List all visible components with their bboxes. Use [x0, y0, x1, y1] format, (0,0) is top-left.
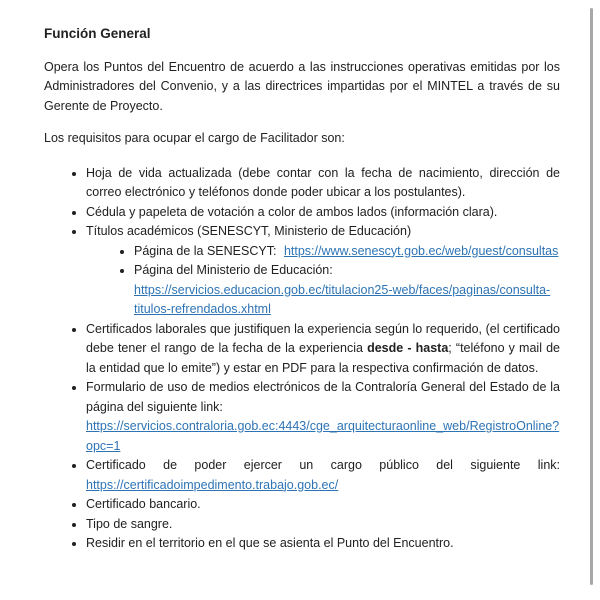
requirements-heading: Los requisitos para ocupar el cargo de Facilitador son: [44, 131, 345, 145]
list-item-cargo-publico [86, 456, 560, 495]
list-item-hoja-de-vida: • Hoja de vida actualizada (debe contar con la fecha de nacimiento, dirección de correo electrónico y teléfonos donde poder ubicar a los postulantes). [86, 164, 560, 203]
ministerio-label: Página del Ministerio de Educación: [134, 263, 333, 277]
certificados-bold-desde-hasta: desde - hasta [367, 341, 449, 355]
contraloria-link[interactable]: https://servicios.contraloria.gob.ec:4443/cge_arquitecturaonline_web/RegistroOnline?opc=1 [86, 419, 560, 453]
scrollbar-thumb[interactable] [590, 8, 593, 585]
list-item-certificado-bancario: • Certificado bancario. [86, 495, 560, 515]
cargo-publico-label: Certificado de poder ejercer un cargo público del siguiente link: [86, 458, 560, 472]
certificados-text-after: ; “teléfono y mail de la entidad que lo emite”) y estar en PDF para la respectiva confirmación de datos. [86, 341, 561, 375]
list-item-tipo-sangre: • Tipo de sangre. [86, 515, 560, 535]
requirements-list [44, 164, 560, 554]
list-item-titulos-academicos [86, 222, 560, 320]
titulos-academicos-text: Títulos académicos (SENESCYT, Ministerio de Educación) [86, 224, 412, 238]
titulos-sub-list [86, 242, 560, 320]
certificados-text-before: Certificados laborales que justifiquen la experiencia según lo requerido, (el certificado debe tener el rango de la fecha de la experiencia [86, 321, 560, 355]
list-item-certificados-laborales [86, 320, 560, 379]
senescyt-link[interactable]: https://www.senescyt.gob.ec/web/guest/consultas [283, 243, 559, 258]
intro-paragraph: Opera los Puntos del Encuentro de acuerdo a las instrucciones operativas emitidas por los Administradores del Convenio, y a las directrices impartidas por el MINTEL a través de su Gerente de Proyecto. [44, 59, 560, 113]
list-item-cedula: • Cédula y papeleta de votación a color de ambos lados (información clara). [86, 203, 560, 223]
sub-item-senescyt [134, 242, 560, 262]
impedimento-trabajo-link[interactable]: https://certificadoimpedimento.trabajo.gob.ec/ [86, 477, 339, 492]
senescyt-label: Página de la SENESCYT: [134, 243, 277, 258]
list-item-formulario-contraloria [86, 378, 560, 456]
formulario-label: Formulario de uso de medios electrónicos de la Contraloría General del Estado de la página del siguiente link: [86, 380, 560, 414]
ministerio-educacion-link[interactable]: https://servicios.educacion.gob.ec/titulacion25-web/faces/paginas/consulta-titulos-refrendados.xhtml [134, 282, 551, 316]
page-title: Función General [44, 26, 151, 41]
list-item-residir: • Residir en el territorio en el que se asienta el Punto del Encuentro. [86, 534, 560, 554]
sub-item-ministerio-educacion [134, 261, 560, 320]
